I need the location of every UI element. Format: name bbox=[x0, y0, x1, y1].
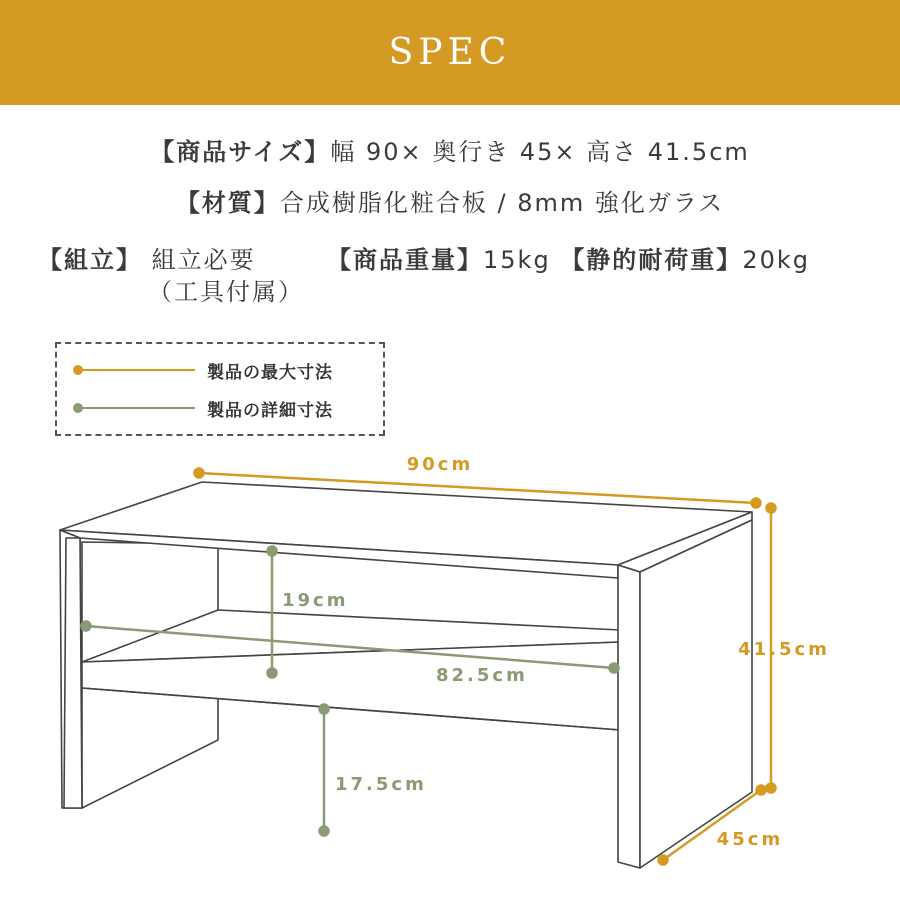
material-label: 【材質】 bbox=[175, 189, 280, 217]
shelf-gap-end bbox=[268, 669, 277, 678]
left-panel-front bbox=[64, 538, 82, 808]
load-value: 20kg bbox=[742, 246, 810, 274]
legend-label-max: 製品の最大寸法 bbox=[207, 363, 333, 383]
load-label: 【静的耐荷重】 bbox=[560, 246, 743, 274]
inner-width-label: 82.5cm bbox=[436, 665, 528, 686]
table-drawing bbox=[60, 482, 752, 868]
width-dimension-end bbox=[752, 499, 761, 508]
size-label: 【商品サイズ】 bbox=[150, 138, 331, 166]
right-panel-edge bbox=[618, 565, 640, 868]
size-value: 幅 90× 奥行き 45× 高さ 41.5cm bbox=[330, 138, 750, 166]
material-value: 合成樹脂化粧合板 / 8mm 強化ガラス bbox=[279, 189, 725, 217]
header-title: SPEC bbox=[388, 32, 512, 73]
weight-label: 【商品重量】 bbox=[327, 246, 483, 274]
clearance-label: 17.5cm bbox=[335, 774, 427, 795]
weight-value: 15kg bbox=[483, 246, 551, 274]
shelf-gap-label: 19cm bbox=[282, 590, 349, 611]
assembly-label: 【組立】 bbox=[38, 246, 142, 274]
assembly-note: （工具付属） bbox=[148, 278, 304, 306]
legend-label-detail: 製品の詳細寸法 bbox=[207, 401, 333, 421]
depth-dimension-label: 45cm bbox=[716, 829, 784, 850]
right-panel-side bbox=[640, 520, 752, 868]
assembly-value: 組立必要 bbox=[151, 246, 256, 274]
depth-dimension-end bbox=[757, 786, 766, 795]
inner-width-start bbox=[82, 622, 91, 631]
depth-dimension-start bbox=[659, 856, 668, 865]
width-dimension-start bbox=[195, 469, 204, 478]
height-dimension-end bbox=[767, 784, 776, 793]
inner-width-end bbox=[610, 664, 619, 673]
clearance-start bbox=[320, 705, 329, 714]
height-dimension-start bbox=[767, 504, 776, 513]
width-dimension-label: 90cm bbox=[406, 454, 474, 475]
shelf-gap-start bbox=[268, 547, 277, 556]
height-dimension-label: 41.5cm bbox=[738, 639, 830, 660]
clearance-end bbox=[320, 827, 329, 836]
